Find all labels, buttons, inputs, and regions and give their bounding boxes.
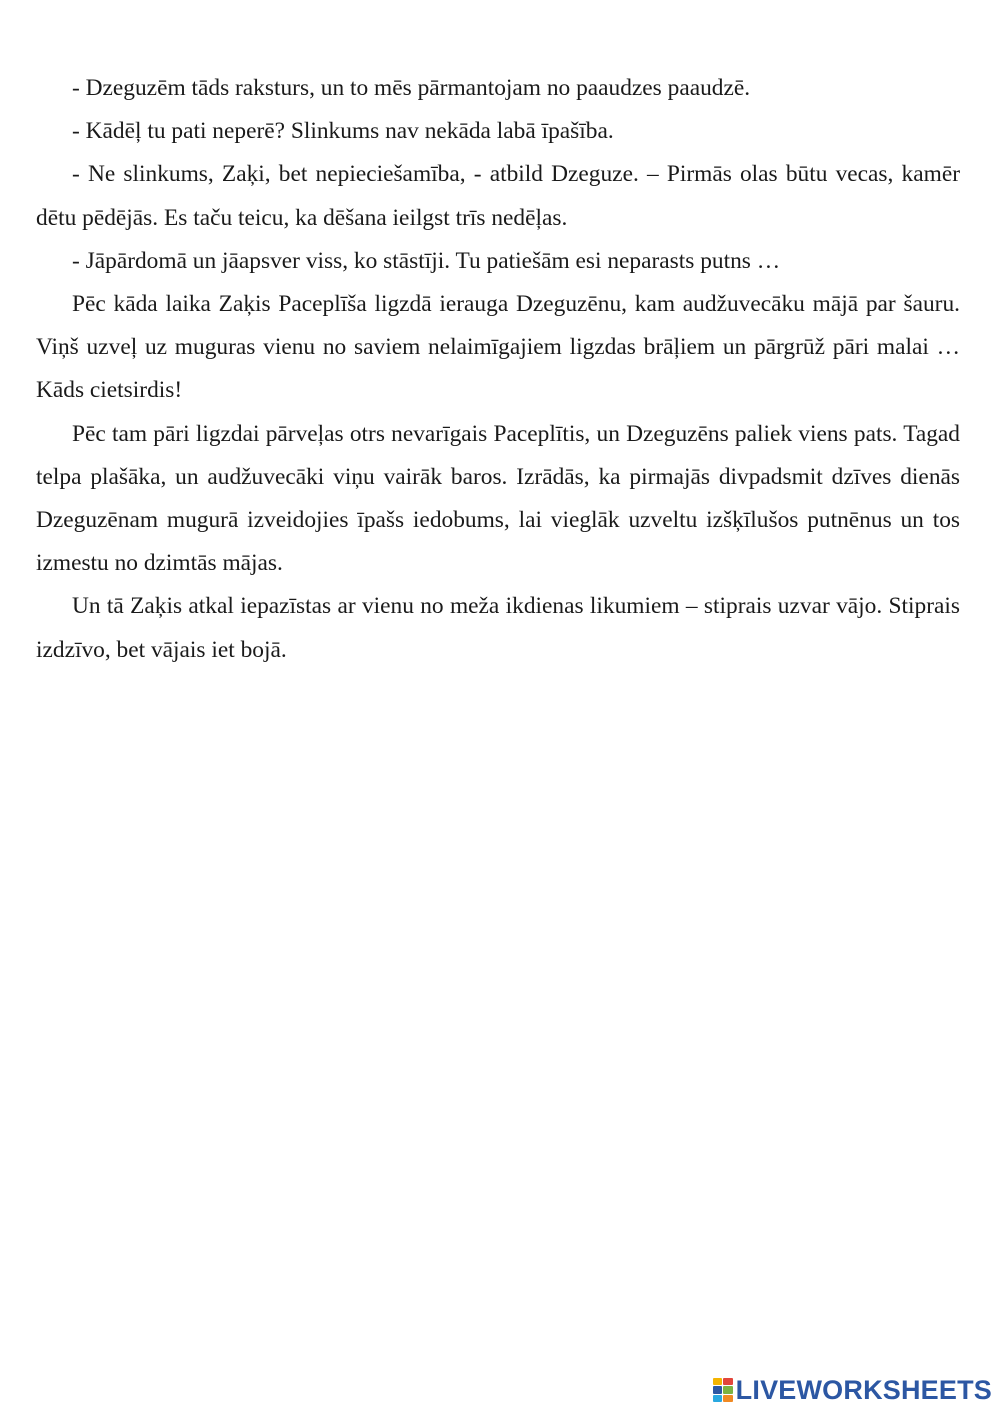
dialogue-line-3: - Ne slinkums, Zaķi, bet nepieciešamība, - atbild Dzeguze. – Pirmās olas būtu vecas, kamēr dētu pēdējās. Es taču teicu, ka dēšana ieilgst trīs nedēļas. — [36, 161, 960, 231]
story-paragraph-3: Un tā Zaķis atkal iepazīstas ar vienu no meža ikdienas likumiem – stiprais uzvar vājo. Stiprais izdzīvo, bet vājais iet bojā. — [36, 593, 960, 663]
document-body — [36, 67, 960, 672]
dialogue-line-1: - Dzeguzēm tāds raksturs, un to mēs pārmantojam no paaudzes paaudzē. — [72, 75, 751, 101]
story-paragraph-2: Pēc tam pāri ligzdai pārveļas otrs nevarīgais Paceplītis, un Dzeguzēns paliek viens pats. Tagad telpa plašāka, un audžuvecāki viņu vairāk baros. Izrādās, ka pirmajās divpadsmit dzīves dienās Dzeguzēnam mugurā izveidojies īpašs iedobums, lai vieglāk uzveltu izšķīlušos putnēnus un tos izmestu no dzimtās mājas. — [36, 420, 960, 577]
liveworksheets-logo — [713, 1375, 992, 1405]
logo-text: LIVEWORKSHEETS — [735, 1375, 992, 1405]
dialogue-line-2: - Kādēļ tu pati neperē? Slinkums nav nekāda labā īpašība. — [72, 118, 614, 145]
dialogue-line-4: - Jāpārdomā un jāapsver viss, ko stāstīji. Tu patiešām esi neparasts putns … — [72, 247, 781, 274]
liveworksheets-logo-icon — [713, 1378, 733, 1402]
story-paragraph-1: Pēc kāda laika Zaķis Paceplīša ligzdā ierauga Dzeguzēnu, kam audžuvecāku mājā par šauru. Viņš uzveļ uz muguras vienu no saviem nelaimīgajiem ligzdas brāļiem un pārgrūž pāri malai … Kāds cietsirdis! — [36, 291, 960, 404]
